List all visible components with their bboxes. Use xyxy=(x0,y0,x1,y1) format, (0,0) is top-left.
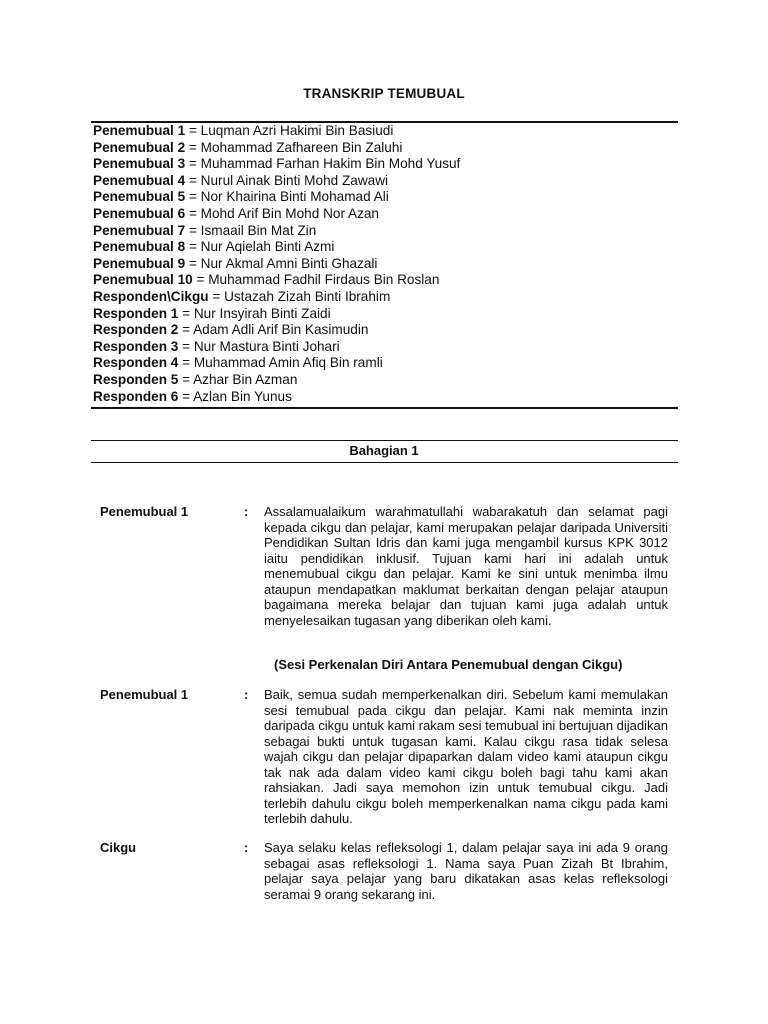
participant-role: Responden 4 xyxy=(93,355,179,371)
section-title: Bahagian 1 xyxy=(349,443,419,458)
participant-role: Penemubual 3 xyxy=(93,156,186,172)
participant-role: Penemubual 6 xyxy=(93,205,186,221)
participant-separator: = xyxy=(192,272,209,288)
session-note: (Sesi Perkenalan Diri Antara Penemubual dengan Cikgu) xyxy=(274,657,623,672)
participant-separator: = xyxy=(178,338,194,354)
participant-separator: = xyxy=(185,222,201,238)
participant-name: Azhar Bin Azman xyxy=(193,371,298,387)
participant-row xyxy=(93,389,678,406)
participant-name: Azlan Bin Yunus xyxy=(193,388,292,404)
participant-row xyxy=(93,173,678,190)
participant-name: Muhammad Fadhil Firdaus Bin Roslan xyxy=(208,272,440,288)
participant-row xyxy=(93,289,678,306)
section-bottom-rule xyxy=(91,462,678,463)
participant-separator: = xyxy=(178,388,194,404)
participant-role: Responden\Cikgu xyxy=(93,288,209,304)
participant-separator: = xyxy=(185,255,201,271)
participant-separator: = xyxy=(208,288,225,304)
document-title: TRANSKRIP TEMUBUAL xyxy=(303,86,465,101)
participant-name: Luqman Azri Hakimi Bin Basiudi xyxy=(200,123,394,138)
speaker-colon: : xyxy=(244,504,249,519)
participant-separator: = xyxy=(185,205,201,221)
participant-separator: = xyxy=(185,239,201,255)
participant-name: Nur Aqielah Binti Azmi xyxy=(200,239,335,255)
participant-row xyxy=(93,372,678,389)
participant-row xyxy=(93,339,678,356)
participant-row xyxy=(93,123,678,140)
participant-row xyxy=(93,272,678,289)
participant-separator: = xyxy=(178,371,194,387)
speaker-colon: : xyxy=(244,840,249,855)
participant-role: Penemubual 9 xyxy=(93,255,186,271)
participant-role: Penemubual 7 xyxy=(93,222,186,238)
participant-name: Mohammad Zafhareen Bin Zaluhi xyxy=(200,139,403,155)
speaker-label: Penemubual 1 xyxy=(100,687,189,702)
participant-role: Penemubual 8 xyxy=(93,239,186,255)
participant-separator: = xyxy=(178,322,194,338)
participant-role: Penemubual 4 xyxy=(93,172,186,188)
participant-role: Responden 5 xyxy=(93,371,179,387)
participant-row xyxy=(93,206,678,223)
participant-separator: = xyxy=(178,355,194,371)
participant-role: Responden 2 xyxy=(93,322,179,338)
participant-name: Nur Akmal Amni Binti Ghazali xyxy=(200,255,378,271)
participant-name: Nurul Ainak Binti Mohd Zawawi xyxy=(200,172,389,188)
participant-row xyxy=(93,223,678,240)
participant-name: Mohd Arif Bin Mohd Nor Azan xyxy=(200,205,379,221)
participant-name: Nur Mastura Binti Johari xyxy=(193,338,340,354)
participant-row xyxy=(93,355,678,372)
participant-row xyxy=(93,239,678,256)
speaker-colon: : xyxy=(244,687,249,702)
section-top-rule xyxy=(91,440,678,441)
participant-separator: = xyxy=(178,305,194,321)
participant-row xyxy=(93,140,678,157)
participant-name: Muhammad Farhan Hakim Bin Mohd Yusuf xyxy=(200,156,461,172)
participant-row xyxy=(93,306,678,323)
participant-list xyxy=(93,123,678,405)
participant-role: Responden 6 xyxy=(93,388,179,404)
participant-row xyxy=(93,256,678,273)
utterance-text: Assalamualaikum warahmatullahi wabarakatuh dan selamat pagi kepada cikgu dan pelajar, kami merupakan pelajar daripada Universiti Pendidikan Sultan Idris dan kami juga mengambil kursus KPK 3012 iaitu pendidikan inklusif. Tujuan kami hari ini adalah untuk menemubual cikgu dan pelajar. Kami ke sini untuk menimba ilmu ataupun mendapatkan maklumat berkaitan dengan pelajar ataupun bagaimana mereka belajar dan tujuan kami juga adalah untuk menyelesaikan tugasan yang diberikan oleh kami. xyxy=(264,504,668,628)
roster-bottom-rule xyxy=(91,407,678,409)
participant-separator: = xyxy=(185,139,201,155)
participant-name: Ismaail Bin Mat Zin xyxy=(200,222,317,238)
utterance-text: Saya selaku kelas refleksologi 1, dalam pelajar saya ini ada 9 orang sebagai asas refleksologi 1. Nama saya Puan Zizah Bt Ibrahim, pelajar saya pelajar yang baru dikatakan asas kelas refleksologi seramai 9 orang sekarang ini. xyxy=(264,840,668,902)
participant-role: Penemubual 2 xyxy=(93,139,186,155)
speaker-label: Penemubual 1 xyxy=(100,504,189,519)
participant-name: Ustazah Zizah Binti Ibrahim xyxy=(224,288,391,304)
participant-separator: = xyxy=(185,123,201,138)
participant-role: Responden 3 xyxy=(93,338,179,354)
participant-separator: = xyxy=(185,189,201,205)
participant-name: Adam Adli Arif Bin Kasimudin xyxy=(193,322,369,338)
participant-row xyxy=(93,189,678,206)
participant-role: Penemubual 1 xyxy=(93,123,186,138)
participant-name: Nur Insyirah Binti Zaidi xyxy=(193,305,331,321)
participant-row xyxy=(93,156,678,173)
utterance-text: Baik, semua sudah memperkenalkan diri. Sebelum kami memulakan sesi temubual pada cikgu dan pelajar. Kami nak meminta inzin daripada cikgu untuk kami rakam sesi temubual ini bertujuan dijadikan sebagai bukti untuk tugasan kami. Kalau cikgu rasa tidak selesa wajah cikgu dan pelajar dipaparkan dalam video kami ataupun cikgu tak nak ada dalam video kami cikgu boleh bagi tahu kami akan rahsiakan. Jadi saya memohon izin untuk temubual cikgu. Jadi terlebih dahulu cikgu boleh memperkenalkan nama cikgu pada kami terlebih dahulu. xyxy=(264,687,668,827)
participant-role: Penemubual 5 xyxy=(93,189,186,205)
participant-role: Penemubual 10 xyxy=(93,272,193,288)
speaker-label: Cikgu xyxy=(100,840,137,855)
participant-name: Nor Khairina Binti Mohamad Ali xyxy=(200,189,389,205)
participant-separator: = xyxy=(185,172,201,188)
participant-role: Responden 1 xyxy=(93,305,179,321)
participant-separator: = xyxy=(185,156,201,172)
participant-name: Muhammad Amin Afiq Bin ramli xyxy=(193,355,383,371)
participant-row xyxy=(93,322,678,339)
